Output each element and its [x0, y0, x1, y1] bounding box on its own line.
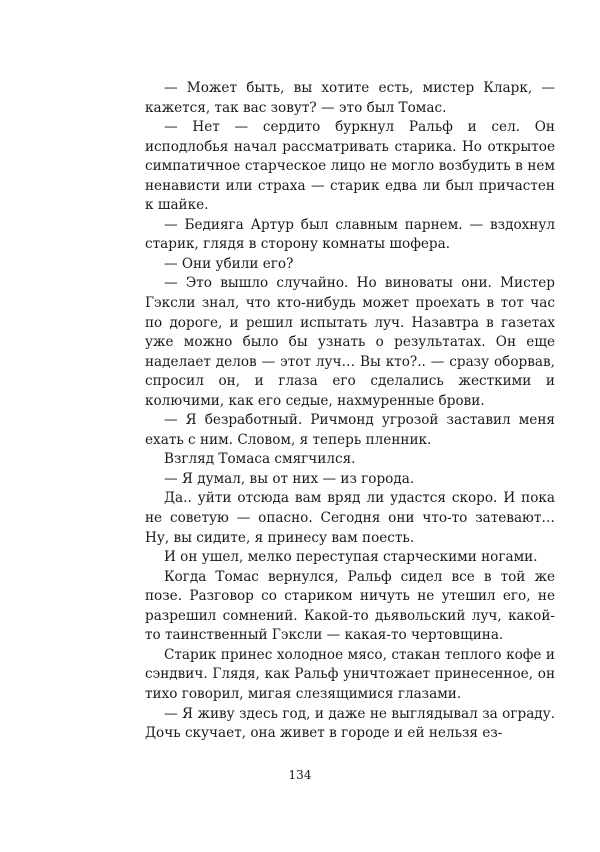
paragraph: Старик принес холодное мясо, стакан теплого кофе и сэндвич. Глядя, как Ральф уничтожает принесенное, он тихо говорил, мигая слезящимися глазами. [145, 646, 555, 702]
paragraph: — Может быть, вы хотите есть, мистер Кларк, — кажется, так вас зовут? — это был Томас. [145, 80, 555, 116]
body-text [145, 79, 555, 744]
paragraph: Взгляд Томаса смягчился. [164, 451, 356, 468]
paragraph: — Бедияга Артур был славным парнем. — вздохнул старик, глядя в сторону комнаты шофера. [145, 216, 555, 253]
paragraph: И он ушел, мелко переступая старческими ногами. [164, 549, 538, 566]
paragraph: — Нет — сердито буркнул Ральф и сел. Он исподлобья начал рассматривать старика. Но открытое симпатичное старческое лицо не могло возбудить в нем ненависти или страха — старик едва ли был причастен к шайке. [145, 119, 555, 214]
paragraph: Когда Томас вернулся, Ральф сидел все в той же позе. Разговор со стариком ничуть не утешил его, не разрешил сомнений. Какой-то дьявольский луч, какой-то таинственный Гэксли — какая-то чертовщина. [145, 568, 555, 644]
paragraph: — Это вышло случайно. Но виноваты они. Мистер Гэксли знал, что кто-нибудь может проехать в тот час по дороге, и решил испытать луч. Назавтра в газетах уже можно было бы узнать о результатах. Он еще наделает делов — этот луч… Вы кто?.. — сразу оборвав, спросил он, и глаза его сделались жесткими и колючими, как его седые, нахмуренные брови. [145, 275, 555, 409]
paragraph: — Они убили его? [164, 255, 294, 272]
paragraph: — Я живу здесь год, и даже не выглядывал за ограду. Дочь скучает, она живет в городе и ей нельзя ез- [145, 705, 555, 742]
paragraph: — Я безработный. Ричмонд угрозой заставил меня ехать с ним. Словом, я теперь пленник. [145, 412, 555, 448]
page-number: 134 [288, 768, 312, 782]
paragraph: — Я думал, вы от них — из города. [164, 470, 415, 487]
paragraph: Да.. уйти отсюда вам вряд ли удастся скоро. И пока не советую — опасно. Сегодня они что-то затевают… Ну, вы сидите, я принесу вам поесть. [145, 490, 555, 546]
